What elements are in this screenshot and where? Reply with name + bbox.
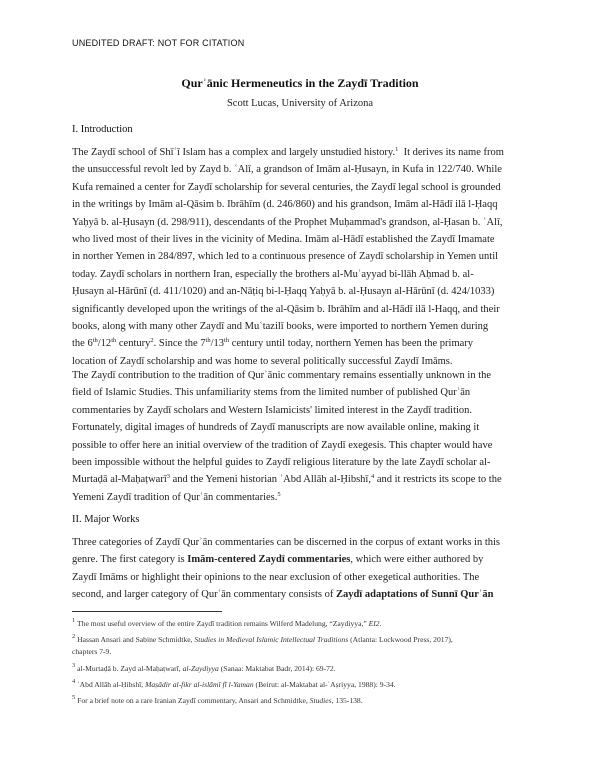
text-line: possible to offer here an initial overview of the tradition of Zaydī exegesis. This chapter would have (72, 439, 493, 451)
text-line: location of Zaydī scholarship and was home to several politically successful Zaydī Imāms. (72, 355, 453, 367)
bold-term: Imām-centered Zaydī commentaries (187, 554, 351, 566)
footnotes (72, 611, 532, 707)
text-line: genre. The first category is Imām-centered Zaydī commentaries, which were either authored by (72, 554, 484, 566)
text-line: been impossible without the helpful guides to Zaydī religious literature by the late Zaydī scholar al- (72, 457, 491, 469)
footnote-3: $^3$ al-Murtaḍā b. Zayd al-Maḥaṭwarī, al-Zaydiyya (Sanaa: Maktabat Badr, 2014): 69-72. (72, 661, 336, 673)
footnote-1: $^1$ The most useful overview of the entire Zaydī tradition remains Wilferd Madelung, “Zaydiyya,” EI2. (72, 617, 382, 628)
text-line: books, along with many other Zaydī and Muʿtazilī books, were imported to northern Yemen during (72, 321, 489, 333)
text-line: Murtaḍā al-Maḥaṭwarī$^3$ and the Yemeni historian ʿAbd Allāh al-Ḥibshī,$^4$ and it restricts its scope to the (72, 473, 502, 486)
footnote-4: $^4$ ʿAbd Allāh al-Ḥibshī, Maṣādir al-fikr al-islāmī fī l-Yaman (Beirut: al-Maktabat al-ʿAṣriyya, 1988): 9-34. (72, 677, 396, 689)
draft-notice: UNEDITED DRAFT: NOT FOR CITATION (72, 38, 245, 48)
section-heading-major-works: II. Major Works (72, 514, 140, 525)
text-line: the unsuccessful revolt led by Zayd b. ʿAlī, a grandson of Imām al-Ḥusayn, in Kufa in 122/740. While (72, 164, 502, 176)
text-line: Yaḥyā b. al-Ḥusayn (d. 298/911), descendants of the Prophet Muḥammad's grandson, al-Ḥasan b. ʿAlī, (72, 216, 503, 228)
text-line: The Zaydī school of Shīʿī Islam has a complex and largely unstudied history.$^1$ It derives its name from (72, 146, 504, 158)
text-line: second, and larger category of Qurʾān commentary consists of Zaydī adaptations of Sunnī Qurʾān (72, 589, 494, 601)
text-line: in the writings by Imām al-Qāsim b. Ibrāhīm (d. 246/860) and his grandson, Imām al-Hādī ilā l-Ḥaqq (72, 199, 498, 211)
footnote-ref[interactable]: 1 (395, 146, 399, 153)
text-line: Three categories of Zaydī Qurʾān commentaries can be discerned in the corpus of extant works in this (72, 537, 501, 548)
footnote-5: $^5$ For a brief note on a rare Iranian Zaydī commentary, Ansari and Schmidtke, Studies, 135-138. (72, 694, 363, 706)
footnote-ref[interactable]: 3 (166, 473, 171, 481)
intro-paragraph-1 (72, 144, 532, 370)
footnote-ref[interactable]: 5 (277, 490, 281, 498)
text-line: commentaries by Zaydī scholars and Western Islamicists' limited interest in the Zaydī tradition. (72, 404, 473, 416)
paper-title: Qurʾānic Hermeneutics in the Zaydī Tradition (181, 76, 419, 90)
author-line: Scott Lucas, University of Arizona (226, 98, 374, 109)
text-line: Yemeni Zaydī tradition of Qurʾān commentaries.$^5$ (72, 490, 281, 503)
text-line: today. Zaydī scholars in northern Iran, especially the brothers al-Muʾayyad bi-llāh Aḥmad b. al- (72, 268, 474, 280)
text-line: field of Islamic Studies. This unfamiliarity stems from the limited number of published Qurʾān (72, 387, 471, 399)
text-line: The Zaydī contribution to the tradition of Qurʾānic commentary remains essentially unknown in the (72, 370, 492, 381)
text-line: the 6th/12th century$^2$. Since the 7th/13th century until today, northern Yemen has been the primary (72, 337, 474, 350)
intro-paragraph-2 (72, 367, 532, 506)
text-line: Zaydī Imāms or highlight their opinions to the near exclusion of other exegetical authorities. The (72, 571, 480, 583)
major-works-paragraph (72, 534, 532, 604)
footnote-divider (72, 611, 222, 612)
text-line: Kufa remained a center for Zaydī scholarship for several centuries, the Zaydī legal school is grounded (72, 181, 501, 193)
footnote-2-continuation: chapters 7-9. (72, 647, 112, 657)
section-heading-introduction: I. Introduction (72, 124, 133, 135)
footnote-ref[interactable]: 2 (150, 337, 154, 345)
text-line: Fortunately, digital images of hundreds of Zaydī manuscripts are now available online, making it (72, 422, 480, 434)
footnote-ref[interactable]: 4 (370, 473, 375, 481)
text-line: Ḥusayn al-Hārūnī (d. 411/1020) and an-Nāṭiq bi-l-Ḥaqq Yaḥyā b. al-Ḥusayn al-Hārūnī (d. 424/1033) (72, 286, 495, 298)
text-line: in norther Yemen in 284/897, which led to a continuous presence of Zaydī scholarship in Yemen until (72, 251, 499, 263)
text-line: significantly developed upon the writings of the al-Qāsim b. Ibrāhīm and al-Hādī ilā l-Haqq, and their (72, 303, 500, 315)
footnote-2: $^2$ Hassan Ansari and Sabine Schmidtke, Studies in Medieval Islamic Intellectual Traditions (Atlanta: Lockwood Press, 2017), (72, 633, 453, 645)
bold-term: Zaydī adaptations of Sunnī Qurʾān (335, 589, 494, 601)
text-line: who lived most of their lives in the vicinity of Medina. Imām al-Hādī established the Zaydī Imamate (72, 234, 495, 246)
